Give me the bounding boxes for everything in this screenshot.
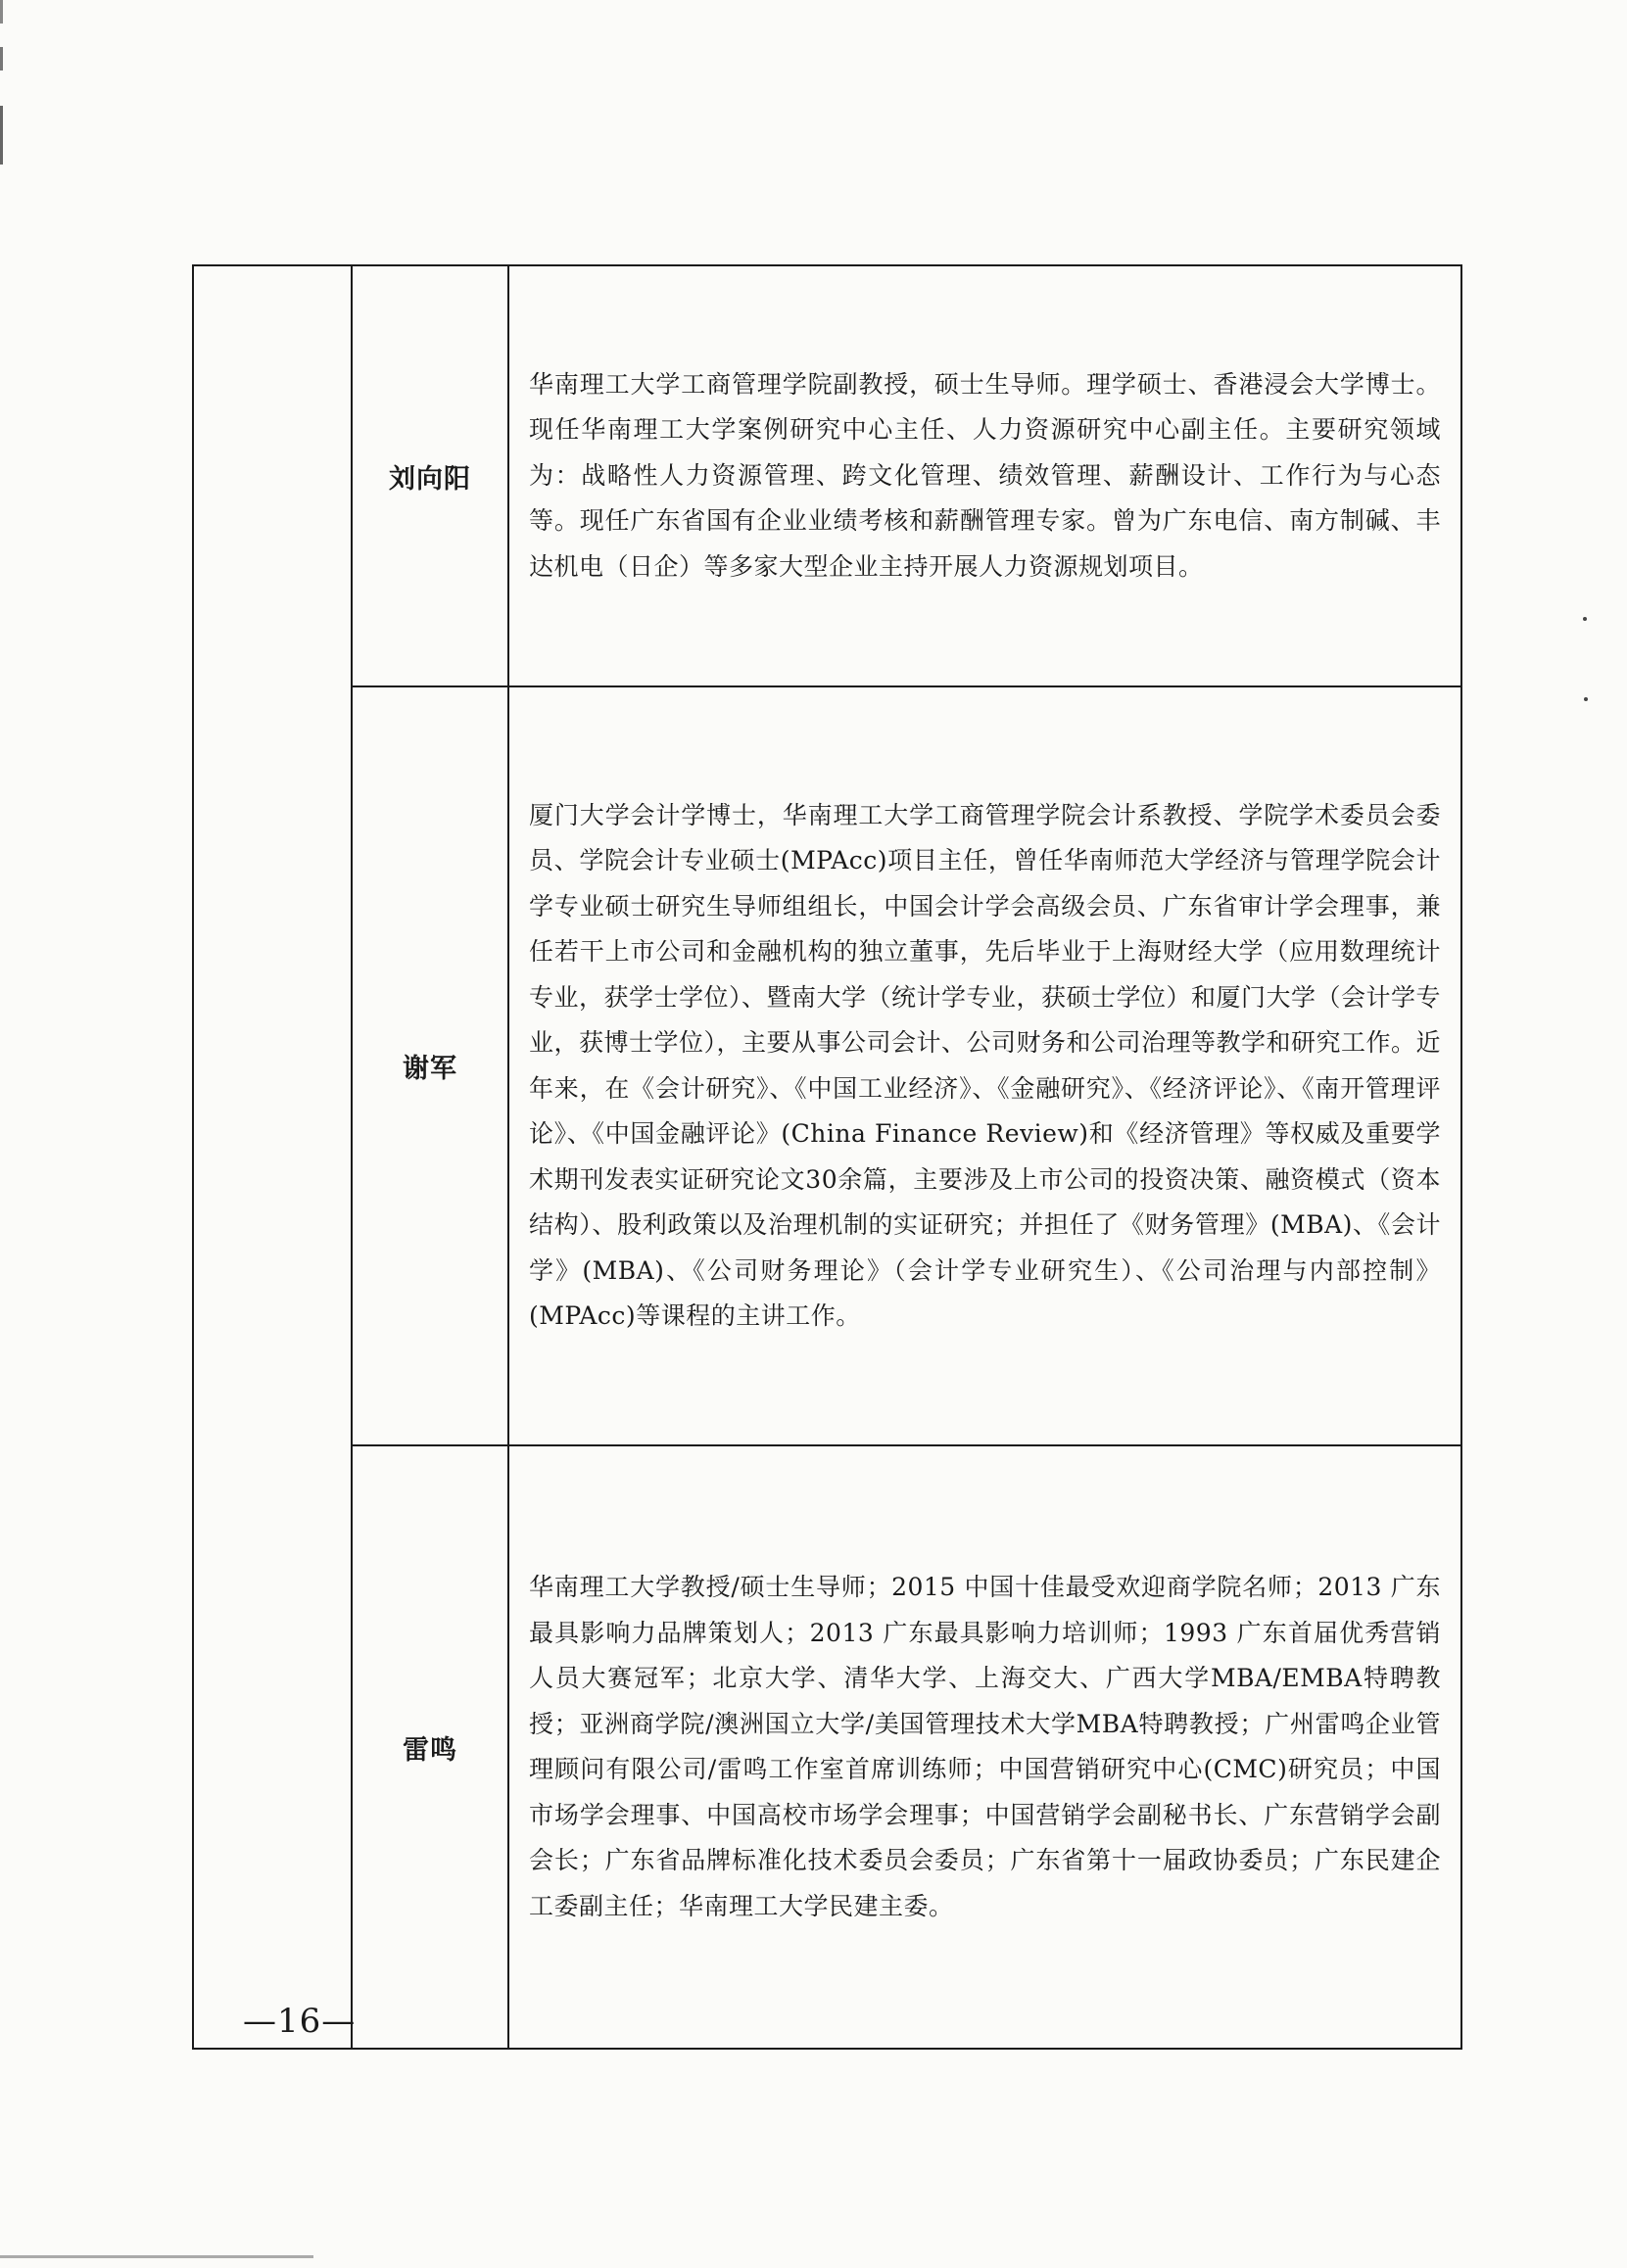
- table-row: [193, 265, 1461, 686]
- faculty-name: 雷鸣: [352, 1445, 508, 2049]
- scan-speck: [1584, 697, 1588, 701]
- page-number: —16—: [243, 2002, 357, 2041]
- faculty-description: 华南理工大学工商管理学院副教授，硕士生导师。理学硕士、香港浸会大学博士。现任华南理工大学案例研究中心主任、人力资源研究中心副主任。主要研究领域为：战略性人力资源管理、跨文化管理、绩效管理、薪酬设计、工作行为与心态等。现任广东省国有企业业绩考核和薪酬管理专家。曾为广东电信、南方制碱、丰达机电（日企）等多家大型企业主持开展人力资源规划项目。: [508, 265, 1461, 686]
- faculty-bio-table: [192, 264, 1462, 2050]
- scan-edge-marks: [0, 0, 3, 235]
- table-row: [193, 686, 1461, 1445]
- scan-speck: [1583, 617, 1587, 621]
- faculty-description: 华南理工大学教授/硕士生导师；2015 中国十佳最受欢迎商学院名师；2013 广东最具影响力品牌策划人；2013 广东最具影响力培训师；1993 广东首届优秀营销人员大赛冠军；北京大学、清华大学、上海交大、广西大学MBA/EMBA特聘教授；亚洲商学院/澳洲国立大学/美国管理技术大学MBA特聘教授；广州雷鸣企业管理顾问有限公司/雷鸣工作室首席训练师；中国营销研究中心(CMC)研究员；中国市场学会理事、中国高校市场学会理事；中国营销学会副秘书长、广东营销学会副会长；广东省品牌标准化技术委员会委员；广东省第十一届政协委员；广东民建企工委副主任；华南理工大学民建主委。: [508, 1445, 1461, 2049]
- table-row: [193, 1445, 1461, 2049]
- faculty-description: 厦门大学会计学博士，华南理工大学工商管理学院会计系教授、学院学术委员会委员、学院会计专业硕士(MPAcc)项目主任，曾任华南师范大学经济与管理学院会计学专业硕士研究生导师组组长，中国会计学会高级会员、广东省审计学会理事，兼任若干上市公司和金融机构的独立董事，先后毕业于上海财经大学（应用数理统计专业，获学士学位）、暨南大学（统计学专业，获硕士学位）和厦门大学（会计学专业，获博士学位），主要从事公司会计、公司财务和公司治理等教学和研究工作。近年来，在《会计研究》、《中国工业经济》、《金融研究》、《经济评论》、《南开管理评论》、《中国金融评论》(China Finance Review)和《经济管理》等权威及重要学术期刊发表实证研究论文30余篇，主要涉及上市公司的投资决策、融资模式（资本结构）、股利政策以及治理机制的实证研究；并担任了《财务管理》(MBA)、《会计学》(MBA)、《公司财务理论》（会计学专业研究生）、《公司治理与内部控制》(MPAcc)等课程的主讲工作。: [508, 686, 1461, 1445]
- merged-category-cell: [193, 265, 352, 2049]
- faculty-name: 谢军: [352, 686, 508, 1445]
- scan-bottom-rule: [0, 2255, 313, 2258]
- faculty-name: 刘向阳: [352, 265, 508, 686]
